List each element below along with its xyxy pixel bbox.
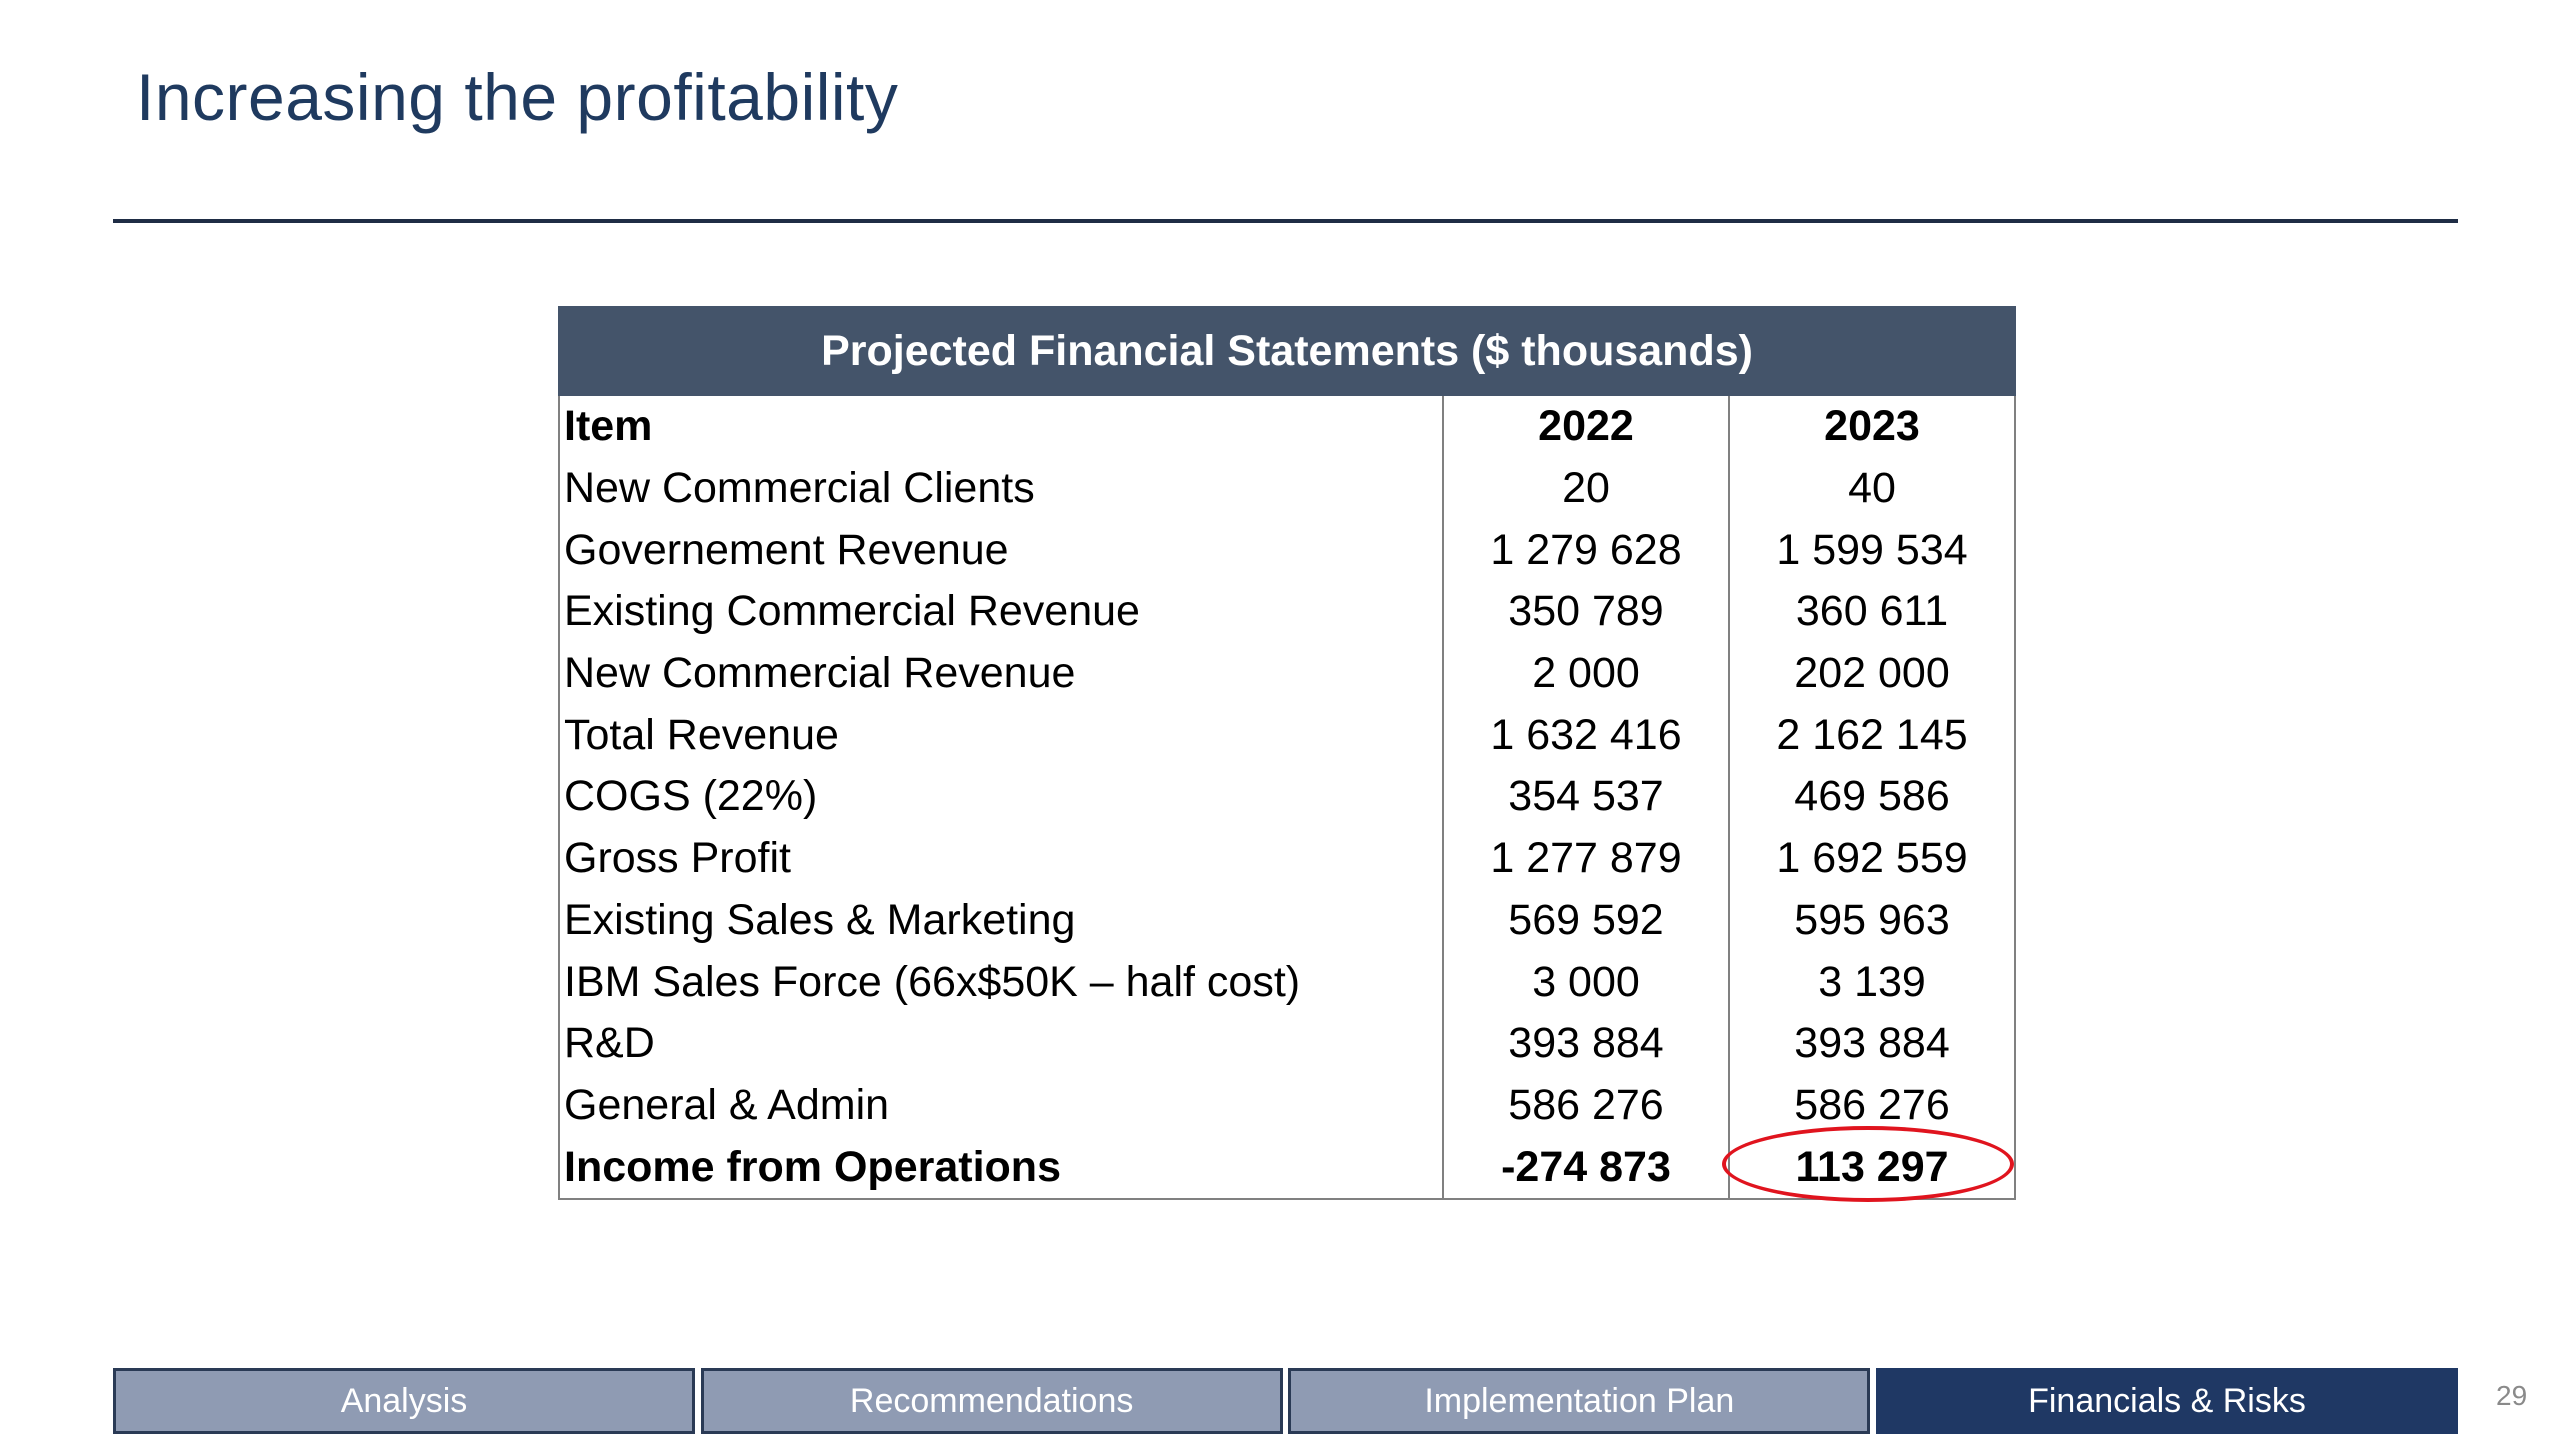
highlight-circle-annotation <box>1722 1126 2014 1202</box>
row-item: New Commercial Revenue <box>559 643 1443 705</box>
row-value-2023: 595 963 <box>1729 890 2015 952</box>
row-value-2022: -274 873 <box>1443 1136 1729 1199</box>
table-header-row <box>559 395 2015 458</box>
header-year-2022: 2022 <box>1443 395 1729 458</box>
table-row <box>559 519 2015 581</box>
row-value-2023: 360 611 <box>1729 581 2015 643</box>
table-row <box>559 581 2015 643</box>
row-value-2023: 2 162 145 <box>1729 704 2015 766</box>
row-value-2022: 569 592 <box>1443 890 1729 952</box>
row-item: COGS (22%) <box>559 766 1443 828</box>
row-value-2022: 393 884 <box>1443 1013 1729 1075</box>
table-row <box>559 1013 2015 1075</box>
row-value-2023: 586 276 <box>1729 1075 2015 1137</box>
row-item: Existing Commercial Revenue <box>559 581 1443 643</box>
tab-analysis[interactable]: Analysis <box>113 1368 695 1434</box>
row-value-2022: 586 276 <box>1443 1075 1729 1137</box>
row-item: New Commercial Clients <box>559 458 1443 520</box>
row-value-2022: 3 000 <box>1443 951 1729 1013</box>
row-item: Governement Revenue <box>559 519 1443 581</box>
table-row <box>559 890 2015 952</box>
header-item: Item <box>559 395 1443 458</box>
row-value-2023: 113 297 <box>1729 1136 2015 1199</box>
section-nav-bar <box>113 1368 2458 1434</box>
row-value-2023: 1 599 534 <box>1729 519 2015 581</box>
table-row <box>559 1075 2015 1137</box>
title-divider <box>113 219 2458 223</box>
table-row <box>559 704 2015 766</box>
financial-table <box>558 306 2016 1200</box>
row-value-2023: 393 884 <box>1729 1013 2015 1075</box>
tab-recommendations[interactable]: Recommendations <box>701 1368 1283 1434</box>
row-value-2022: 1 277 879 <box>1443 828 1729 890</box>
row-value-2023: 40 <box>1729 458 2015 520</box>
row-item: R&D <box>559 1013 1443 1075</box>
row-value-2023: 1 692 559 <box>1729 828 2015 890</box>
row-item: Total Revenue <box>559 704 1443 766</box>
row-value-2022: 1 632 416 <box>1443 704 1729 766</box>
slide-title: Increasing the profitability <box>136 60 899 134</box>
row-value-2022: 1 279 628 <box>1443 519 1729 581</box>
row-item: Income from Operations <box>559 1136 1443 1199</box>
table-row <box>559 458 2015 520</box>
table-row <box>559 828 2015 890</box>
table-row <box>559 643 2015 705</box>
row-item: Existing Sales & Marketing <box>559 890 1443 952</box>
tab-financials-risks[interactable]: Financials & Risks <box>1876 1368 2458 1434</box>
row-value-2022: 2 000 <box>1443 643 1729 705</box>
row-item: General & Admin <box>559 1075 1443 1137</box>
header-year-2023: 2023 <box>1729 395 2015 458</box>
row-value-2022: 354 537 <box>1443 766 1729 828</box>
table-row <box>559 766 2015 828</box>
row-value-2023: 3 139 <box>1729 951 2015 1013</box>
row-value-2022: 350 789 <box>1443 581 1729 643</box>
row-value-2022: 20 <box>1443 458 1729 520</box>
row-item: IBM Sales Force (66x$50K – half cost) <box>559 951 1443 1013</box>
row-value-2023: 469 586 <box>1729 766 2015 828</box>
table-caption: Projected Financial Statements ($ thousands) <box>559 307 2015 395</box>
page-number: 29 <box>2496 1380 2528 1411</box>
table-row <box>559 951 2015 1013</box>
row-item: Gross Profit <box>559 828 1443 890</box>
tab-implementation-plan[interactable]: Implementation Plan <box>1288 1368 1870 1434</box>
row-value-2023: 202 000 <box>1729 643 2015 705</box>
